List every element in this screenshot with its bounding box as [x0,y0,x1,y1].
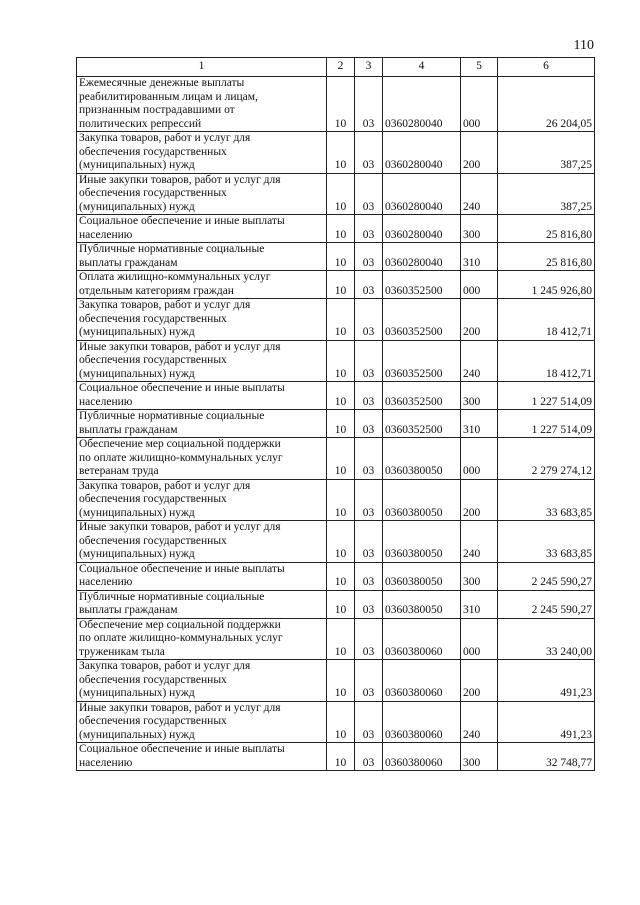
expense-type-cell: 240 [461,340,498,382]
item-name-cell [77,618,327,660]
item-name-cell [77,299,327,341]
item-name-line: выплаты гражданам [79,256,178,269]
table-row [77,299,595,341]
item-name-line: обеспечения государственных [79,187,227,199]
amount-cell: 26 204,05 [498,77,595,132]
section-code-cell: 10 [327,382,355,410]
item-name-line: реабилитированным лицам и лицам, [79,90,258,103]
section-code-cell: 10 [327,243,355,271]
item-name-line: населению [79,228,133,241]
item-name-line: Социальное обеспечение и иные выплаты [79,215,285,227]
amount-cell: 2 245 590,27 [498,590,595,618]
item-name-cell [77,215,327,243]
section-code-cell: 10 [327,521,355,563]
subsection-code-cell: 03 [355,271,383,299]
item-name-line: Иные закупки товаров, работ и услуг для [79,521,281,533]
item-name-line: Публичные нормативные социальные [79,243,265,255]
target-article-cell: 0360280040 [383,215,461,243]
item-name-line: труженикам тыла [79,645,165,658]
item-name-line: Социальное обеспечение и иные выплаты [79,562,285,575]
item-name-line: населению [79,756,133,769]
item-name-cell [77,521,327,563]
target-article-cell: 0360380050 [383,590,461,618]
item-name-line: обеспечения государственных [79,145,227,158]
item-name-cell [77,132,327,174]
item-name-line: ветеранам труда [79,465,159,477]
item-name-line: Социальное обеспечение и иные выплаты [79,743,285,755]
subsection-code-cell: 03 [355,243,383,271]
subsection-code-cell: 03 [355,590,383,618]
item-name-cell [77,701,327,743]
target-article-cell: 0360380050 [383,479,461,521]
item-name-line: (муниципальных) нужд [79,367,195,380]
subsection-code-cell: 03 [355,173,383,215]
item-name-line: (муниципальных) нужд [79,687,195,699]
item-name-line: политических репрессий [79,117,202,130]
item-name-cell [77,382,327,410]
target-article-cell: 0360280040 [383,77,461,132]
budget-table [76,57,595,771]
item-name-line: обеспечения государственных [79,493,227,505]
item-name-line: Иные закупки товаров, работ и услуг для [79,173,281,186]
expense-type-cell: 200 [461,660,498,702]
item-name-line: обеспечения государственных [79,673,227,686]
amount-cell: 18 412,71 [498,340,595,382]
section-code-cell: 10 [327,479,355,521]
section-code-cell: 10 [327,132,355,174]
item-name-line: по оплате жилищно-коммунальных услуг [79,632,283,644]
target-article-cell: 0360352500 [383,410,461,438]
expense-type-cell: 300 [461,215,498,243]
table-row [77,382,595,410]
subsection-code-cell: 03 [355,410,383,438]
subsection-code-cell: 03 [355,521,383,563]
item-name-line: Оплата жилищно-коммунальных услуг [79,271,271,283]
subsection-code-cell: 03 [355,743,383,771]
header-cell: 2 [327,58,355,77]
amount-cell: 1 245 926,80 [498,271,595,299]
subsection-code-cell: 03 [355,340,383,382]
expense-type-cell: 310 [461,243,498,271]
item-name-line: Закупка товаров, работ и услуг для [79,132,251,144]
target-article-cell: 0360380050 [383,438,461,480]
table-row [77,132,595,174]
item-name-line: обеспечения государственных [79,312,227,325]
amount-cell: 491,23 [498,660,595,702]
table-row [77,743,595,771]
section-code-cell: 10 [327,618,355,660]
amount-cell: 2 245 590,27 [498,562,595,590]
table-row [77,660,595,702]
item-name-line: населению [79,395,133,408]
table-row [77,173,595,215]
subsection-code-cell: 03 [355,215,383,243]
item-name-line: (муниципальных) нужд [79,200,195,213]
amount-cell: 18 412,71 [498,299,595,341]
amount-cell: 33 683,85 [498,521,595,563]
amount-cell: 25 816,80 [498,243,595,271]
table-row [77,521,595,563]
expense-type-cell: 240 [461,521,498,563]
subsection-code-cell: 03 [355,77,383,132]
header-cell: 3 [355,58,383,77]
item-name-line: обеспечения государственных [79,715,227,727]
subsection-code-cell: 03 [355,438,383,480]
section-code-cell: 10 [327,410,355,438]
item-name-line: Публичные нормативные социальные [79,410,265,422]
subsection-code-cell: 03 [355,132,383,174]
item-name-line: Ежемесячные денежные выплаты [79,77,245,89]
section-code-cell: 10 [327,438,355,480]
item-name-line: выплаты гражданам [79,423,178,436]
amount-cell: 33 240,00 [498,618,595,660]
expense-type-cell: 000 [461,618,498,660]
subsection-code-cell: 03 [355,562,383,590]
section-code-cell: 10 [327,743,355,771]
header-cell: 5 [461,58,498,77]
subsection-code-cell: 03 [355,618,383,660]
page-number: 110 [573,38,594,53]
item-name-line: Социальное обеспечение и иные выплаты [79,382,285,394]
target-article-cell: 0360380050 [383,562,461,590]
target-article-cell: 0360352500 [383,271,461,299]
table-row [77,562,595,590]
item-name-cell [77,438,327,480]
section-code-cell: 10 [327,340,355,382]
expense-type-cell: 310 [461,590,498,618]
item-name-line: Публичные нормативные социальные [79,590,265,603]
item-name-line: населению [79,576,133,588]
expense-type-cell: 200 [461,479,498,521]
target-article-cell: 0360352500 [383,299,461,341]
table-row [77,243,595,271]
table-row [77,701,595,743]
target-article-cell: 0360352500 [383,340,461,382]
header-cell: 1 [77,58,327,77]
expense-type-cell: 300 [461,743,498,771]
item-name-line: Обеспечение мер социальной поддержки [79,438,281,450]
table-row [77,410,595,438]
subsection-code-cell: 03 [355,299,383,341]
item-name-line: Закупка товаров, работ и услуг для [79,660,251,672]
item-name-cell [77,660,327,702]
subsection-code-cell: 03 [355,660,383,702]
amount-cell: 387,25 [498,132,595,174]
table-row [77,340,595,382]
item-name-line: (муниципальных) нужд [79,326,195,338]
section-code-cell: 10 [327,173,355,215]
section-code-cell: 10 [327,590,355,618]
section-code-cell: 10 [327,271,355,299]
expense-type-cell: 000 [461,271,498,299]
target-article-cell: 0360280040 [383,173,461,215]
table-row [77,479,595,521]
item-name-line: Закупка товаров, работ и услуг для [79,479,251,492]
item-name-cell [77,173,327,215]
target-article-cell: 0360380060 [383,660,461,702]
item-name-line: отдельным категориям граждан [79,284,234,297]
item-name-line: Иные закупки товаров, работ и услуг для [79,340,281,353]
subsection-code-cell: 03 [355,479,383,521]
item-name-line: Закупка товаров, работ и услуг для [79,299,251,311]
table-row [77,215,595,243]
item-name-line: признанным пострадавшими от [79,104,235,116]
item-name-line: Иные закупки товаров, работ и услуг для [79,701,281,714]
amount-cell: 1 227 514,09 [498,382,595,410]
section-code-cell: 10 [327,299,355,341]
table-row [77,77,595,132]
item-name-line: обеспечения государственных [79,534,227,547]
item-name-cell [77,77,327,132]
target-article-cell: 0360280040 [383,243,461,271]
expense-type-cell: 240 [461,173,498,215]
section-code-cell: 10 [327,77,355,132]
expense-type-cell: 240 [461,701,498,743]
expense-type-cell: 310 [461,410,498,438]
item-name-cell [77,340,327,382]
amount-cell: 491,23 [498,701,595,743]
item-name-line: (муниципальных) нужд [79,159,195,171]
section-code-cell: 10 [327,701,355,743]
target-article-cell: 0360380060 [383,701,461,743]
item-name-cell [77,243,327,271]
amount-cell: 1 227 514,09 [498,410,595,438]
item-name-cell [77,271,327,299]
item-name-line: (муниципальных) нужд [79,506,195,519]
item-name-line: Обеспечение мер социальной поддержки [79,618,281,631]
target-article-cell: 0360280040 [383,132,461,174]
target-article-cell: 0360352500 [383,382,461,410]
expense-type-cell: 000 [461,438,498,480]
header-cell: 6 [498,58,595,77]
item-name-line: (муниципальных) нужд [79,728,195,741]
section-code-cell: 10 [327,562,355,590]
target-article-cell: 0360380060 [383,743,461,771]
table-row [77,438,595,480]
expense-type-cell: 300 [461,382,498,410]
section-code-cell: 10 [327,660,355,702]
expense-type-cell: 200 [461,132,498,174]
expense-type-cell: 000 [461,77,498,132]
item-name-line: по оплате жилищно-коммунальных услуг [79,451,283,464]
amount-cell: 387,25 [498,173,595,215]
amount-cell: 25 816,80 [498,215,595,243]
item-name-cell [77,590,327,618]
section-code-cell: 10 [327,215,355,243]
item-name-cell [77,743,327,771]
item-name-cell [77,410,327,438]
amount-cell: 2 279 274,12 [498,438,595,480]
target-article-cell: 0360380050 [383,521,461,563]
amount-cell: 32 748,77 [498,743,595,771]
expense-type-cell: 300 [461,562,498,590]
item-name-cell [77,479,327,521]
subsection-code-cell: 03 [355,701,383,743]
header-cell: 4 [383,58,461,77]
target-article-cell: 0360380060 [383,618,461,660]
item-name-cell [77,562,327,590]
subsection-code-cell: 03 [355,382,383,410]
item-name-line: выплаты гражданам [79,604,178,616]
table-row [77,271,595,299]
table-row [77,618,595,660]
item-name-line: обеспечения государственных [79,354,227,366]
amount-cell: 33 683,85 [498,479,595,521]
table-header-row [77,58,595,77]
item-name-line: (муниципальных) нужд [79,548,195,560]
table-row [77,590,595,618]
expense-type-cell: 200 [461,299,498,341]
